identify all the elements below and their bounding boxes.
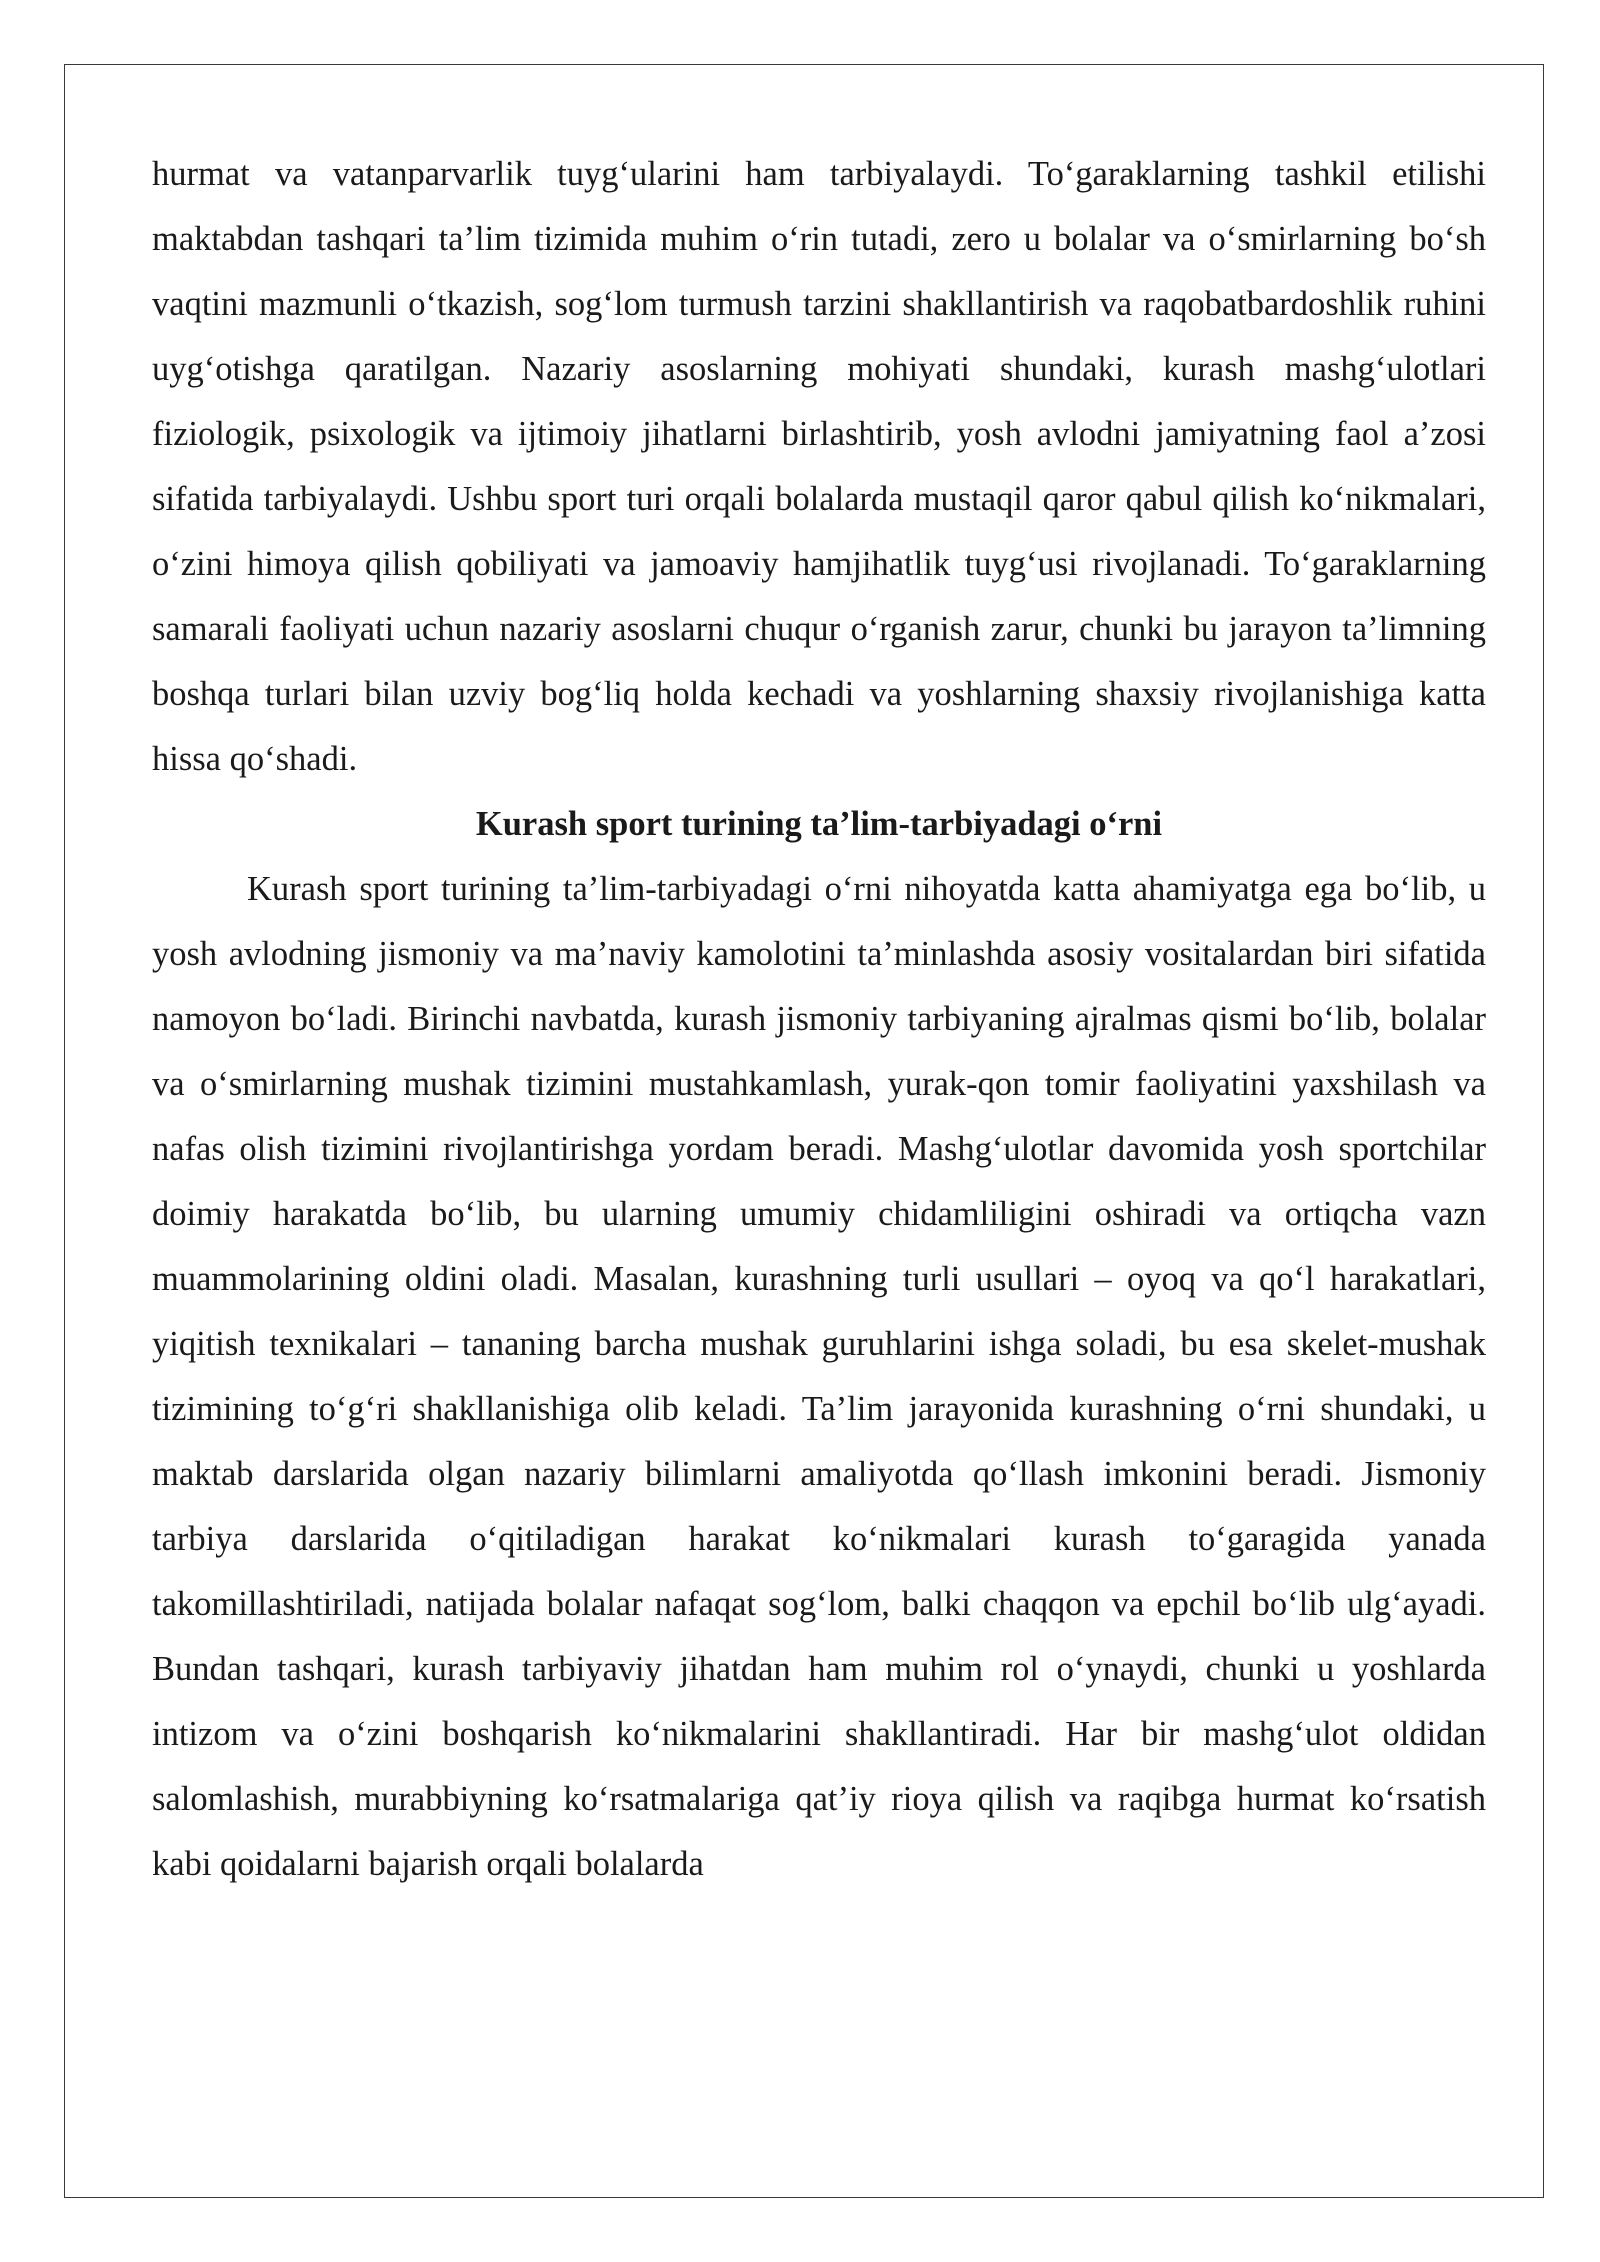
paragraph-2: Kurash sport turining ta’lim-tarbiyadagi o‘rni nihoyatda katta ahamiyatga ega bo‘lib, u yosh avlodning jismoniy va ma’naviy kamolotini ta’minlashda asosiy vositalardan biri sifatida namoyon bo‘ladi. Birinchi navbatda, kurash jismoniy tarbiyaning ajralmas qismi bo‘lib, bolalar va o‘smirlarning mushak tizimini mustahkamlash, yurak-qon tomir faoliyatini yaxshilash va nafas olish tizimini rivojlantirishga yordam beradi. Mashg‘ulotlar davomida yosh sportchilar doimiy harakatda bo‘lib, bu ularning umumiy chidamliligini oshiradi va ortiqcha vazn muammolarining oldini oladi. Masalan, kurashning turli usullari – oyoq va qo‘l harakatlari, yiqitish texnikalari – tananing barcha mushak guruhlarini ishga soladi, bu esa skelet-mushak tizimining to‘g‘ri shakllanishiga olib keladi. Ta’lim jarayonida kurashning o‘rni shundaki, u maktab darslarida olgan nazariy bilimlarni amaliyotda qo‘llash imkonini beradi. Jismoniy tarbiya darslarida o‘qitiladigan harakat ko‘nikmalari kurash to‘garagida yanada takomillashtiriladi, natijada bolalar nafaqat sog‘lom, balki chaqqon va epchil bo‘lib ulg‘ayadi. Bundan tashqari, kurash tarbiyaviy jihatdan ham muhim rol o‘ynaydi, chunki u yoshlarda intizom va o‘zini boshqarish ko‘nikmalarini shakllantiradi. Har bir mashg‘ulot oldidan salomlashish, murabbiyning ko‘rsatmalariga qat’iy rioya qilish va raqibga hurmat ko‘rsatish kabi qoidalarni bajarish orqali bolalarda (152, 870, 1486, 1883)
document-body (152, 142, 1486, 1897)
section-heading: Kurash sport turining ta’lim-tarbiyadagi o‘rni (475, 805, 1163, 843)
paragraph-1: hurmat va vatanparvarlik tuyg‘ularini ham tarbiyalaydi. To‘garaklarning tashkil etilishi maktabdan tashqari ta’lim tizimida muhim o‘rin tutadi, zero u bolalar va o‘smirlarning bo‘sh vaqtini mazmunli o‘tkazish, sog‘lom turmush tarzini shakllantirish va raqobatbardoshlik ruhini uyg‘otishga qaratilgan. Nazariy asoslarning mohiyati shundaki, kurash mashg‘ulotlari fiziologik, psixologik va ijtimoiy jihatlarni birlashtirib, yosh avlodni jamiyatning faol a’zosi sifatida tarbiyalaydi. Ushbu sport turi orqali bolalarda mustaqil qaror qabul qilish ko‘nikmalari, o‘zini himoya qilish qobiliyati va jamoaviy hamjihatlik tuyg‘usi rivojlanadi. To‘garaklarning samarali faoliyati uchun nazariy asoslarni chuqur o‘rganish zarur, chunki bu jarayon ta’limning boshqa turlari bilan uzviy bog‘liq holda kechadi va yoshlarning shaxsiy rivojlanishiga katta hissa qo‘shadi. (152, 155, 1486, 778)
